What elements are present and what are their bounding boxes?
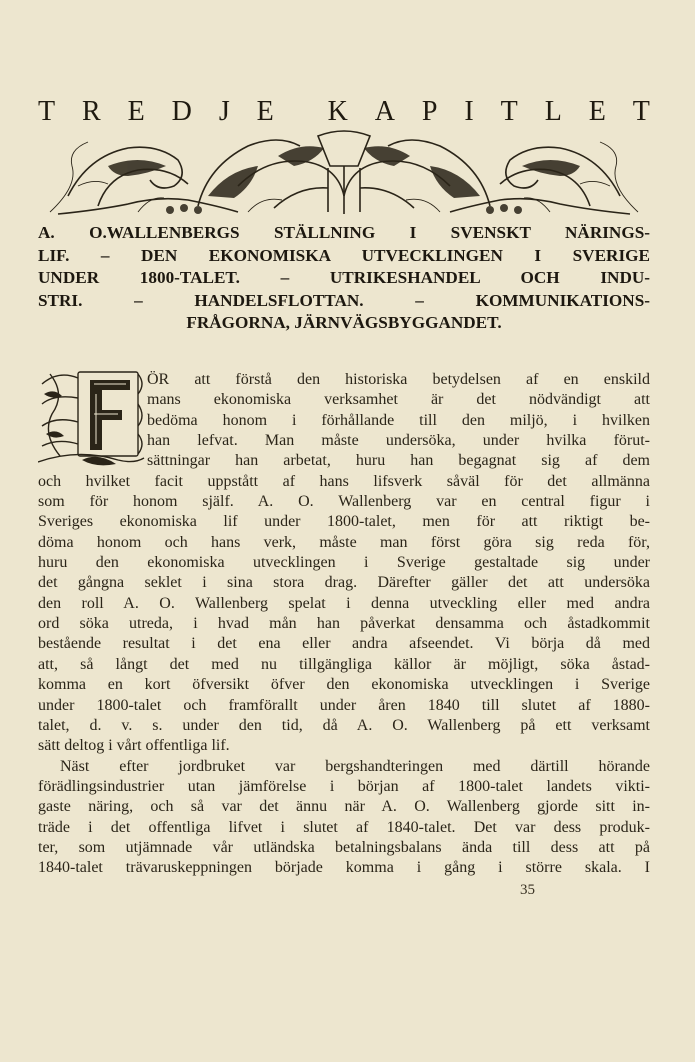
body-line: bedöma honom i förhållande till den miljö, i hvilken [147, 411, 650, 429]
body-line: sättningar han arbetat, huru han begagnat sig af dem [147, 452, 650, 470]
chapter-title-letter: E [127, 96, 145, 127]
body-line: ter, som utjämnade vår utländska betalningsbalans ända till dess att på [38, 838, 650, 856]
chapter-title-letter: T [38, 96, 56, 127]
body-line: det gångna seklet i sina stora drag. Därefter gäller det att undersöka [38, 574, 650, 592]
chapter-title-letter: T [500, 96, 518, 127]
chapter-title-letter: D [171, 96, 192, 127]
heading-line: A. O.WALLENBERGS STÄLLNING I SVENSKT NÄRINGS- [38, 223, 650, 242]
heading-line: FRÅGORNA, JÄRNVÄGSBYGGANDET. [186, 313, 502, 333]
heading-line: STRI. – HANDELSFLOTTAN. – KOMMUNIKATIONS- [38, 290, 650, 310]
body-line: och hvilket facit uppstått af hans lifsverk såväl för det allmänna [38, 472, 650, 490]
chapter-title [38, 96, 650, 128]
body-line: ÖR att förstå den historiska betydelsen af en enskild [147, 371, 650, 388]
body-line: 1840-talet trävaruskeppningen började komma i gång i större skala. I [38, 859, 650, 877]
chapter-title-letter: L [544, 96, 562, 127]
body-line: huru den ekonomiska utvecklingen i Sverige gestaltade sig under [38, 554, 650, 572]
body-line: träde i det offentliga lifvet i slutet af 1840-talet. Det var dess produk- [38, 818, 650, 836]
chapter-title-letter: E [256, 96, 274, 127]
heading-line: LIF. – DEN EKONOMISKA UTVECKLINGEN I SVERIGE [38, 245, 650, 265]
chapter-title-letter: P [421, 96, 438, 127]
body-line: ord söka utreda, i hvad mån han påverkat densamma och åstadkommit [38, 615, 650, 633]
page-number: 35 [520, 882, 535, 898]
chapter-title-letter: I [464, 96, 474, 127]
body-line: den roll A. O. Wallenberg spelat i denna utveckling eller med andra [38, 594, 650, 612]
body-line: under 1800-talet och framförallt under åren 1840 till slutet af 1880- [38, 696, 650, 714]
chapter-title-letter: A [374, 96, 395, 127]
body-line: han lefvat. Man måste undersöka, under hvilka förut- [147, 432, 650, 450]
chapter-heading [38, 222, 650, 335]
heading-line: UNDER 1800-TALET. – UTRIKESHANDEL OCH INDU- [38, 268, 650, 288]
body-line: som för honom själf. A. O. Wallenberg var en central figur i [38, 493, 650, 511]
body-line: komma en kort öfversikt öfver den ekonomiska utvecklingen i Sverige [38, 676, 650, 694]
body-line: Näst efter jordbruket var bergshandteringen med därtill hörande [60, 757, 650, 775]
chapter-title-letter: R [82, 96, 101, 127]
body-line: bestående resultat i det ena eller andra afseendet. Vi börja då med [38, 635, 650, 653]
body-line: att, så långt det med nu tillgängliga källor är möjligt, söka åstad- [38, 655, 650, 673]
body-text [38, 370, 650, 879]
body-line: mans ekonomiska verksamhet är det nödvändigt att [147, 391, 650, 409]
chapter-title-letter: J [218, 96, 230, 127]
body-line: Sveriges ekonomiska lif under 1800-talet, men för att riktigt be- [38, 513, 650, 531]
chapter-title-letter: E [588, 96, 606, 127]
body-line: gaste näring, och så var det ännu när A. O. Wallenberg gjorde sitt in- [38, 798, 650, 816]
body-line: sätt deltog i vårt offentliga lif. [38, 737, 230, 755]
body-line: döma honom och hans verk, måste man först göra sig reda för, [38, 533, 650, 551]
ornamental-headpiece-icon [38, 126, 650, 218]
body-line: förädlingsindustrier utan jämförelse i början af 1800-talet landets vikti- [38, 777, 650, 795]
chapter-title-letter: K [327, 96, 348, 127]
chapter-title-letter: T [632, 96, 650, 127]
body-line: talet, d. v. s. under den tid, då A. O. Wallenberg på ett verksamt [38, 716, 650, 734]
